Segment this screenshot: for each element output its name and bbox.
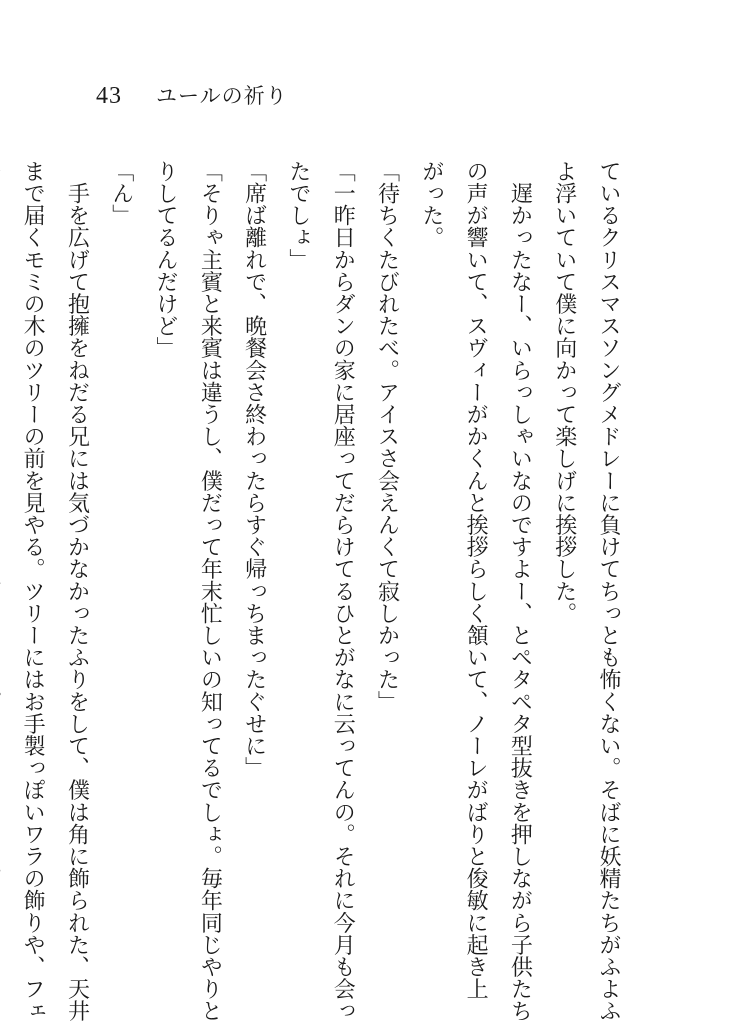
text-line: 「ん」	[108, 160, 134, 227]
text-line: 「席ば離れで、晩餐会さ終わったらすぐ帰っちまったぐせに」	[241, 160, 267, 779]
text-line: ているクリスマスソングメドレーに負けてちっとも怖くない。そばに妖精たちがふよふ	[596, 160, 621, 1022]
text-line: りしてるんだけど」	[153, 160, 179, 359]
text-line: 遅かったなー、いらっしゃいなのですよー、とペタペタ型抜きを押しながら子供たち	[507, 160, 533, 1022]
text-line: の声が響いて、スヴィーがかくんと挨拶らしく頷いて、ノーレがばりと俊敏に起き上	[463, 160, 489, 1000]
text-line: 「そりゃ主賓と来賓は違うし、僕だって年末忙しいの知ってるでしょ。毎年同じやりと	[197, 160, 223, 1022]
page-number: 43	[96, 83, 122, 109]
running-head	[96, 80, 288, 112]
text-line	[0, 160, 10, 930]
text-line: 「一昨日からダンの家に居座ってだらけてるひとがなに云ってんの。それに今月も会っ	[330, 160, 356, 1022]
vertical-body-text	[0, 160, 630, 1022]
text-line: 手を広げて抱擁をねだる兄には気づかなかったふりをして、僕は角に飾られた、天井	[64, 160, 90, 1022]
text-line: たでしょ」	[285, 160, 311, 271]
text-line: まで届くモミの木のツリーの前を見やる。ツリーにはお手製っぽいワラの飾りや、フェ	[20, 160, 46, 1022]
text-line: よ浮いていて僕に向かって楽しげに挨拶した。	[551, 160, 577, 625]
chapter-title: ユールの祈り	[156, 84, 288, 108]
text-line: 「待ちくたびれたべ。アイスさ会えんくて寂しかった」	[374, 160, 400, 713]
text-line: がった。	[418, 160, 444, 249]
